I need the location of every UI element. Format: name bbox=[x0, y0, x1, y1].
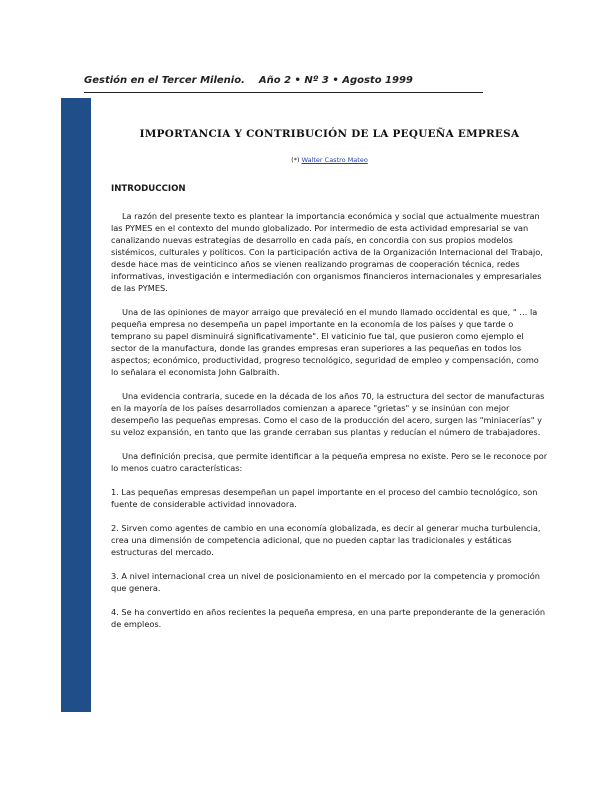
section-heading: INTRODUCCION bbox=[111, 184, 186, 194]
list-item: 2. Sirven como agentes de cambio en una economía globalizada, es decir al generar mucha turbulencia, crea una dimensión de competencia adicional, que no pueden captar las tradicionales y estáticas estructuras del mercado. bbox=[111, 523, 541, 557]
list-item: 1. Las pequeñas empresas desempeñan un papel importante en el proceso del cambio tecnológico, son fuente de considerable actividad innovadora. bbox=[111, 487, 538, 509]
paragraph: Una definición precisa, que permite identificar a la pequeña empresa no existe. Pero se le reconoce por lo menos cuatro características: bbox=[111, 451, 548, 473]
paragraph: Una evidencia contraria, sucede en la década de los años 70, la estructura del sector de manufacturas en la mayoría de los países desarrollados comienzan a aparece "grietas" y se insinúan con mejor desempeño las pequeñas empresas. Como el caso de la producción del acero, surgen las "miniacerías" y su veloz expansión, en tanto que las grande cerraban sus plantas y reducían el número de trabajadores. bbox=[111, 391, 545, 437]
header-rule bbox=[84, 92, 483, 93]
paragraph: Una de las opiniones de mayor arraigo que prevaleció en el mundo llamado occidental es que, " … la pequeña empresa no desempeña un papel importante en la economía de los países y que tarde o temprano su papel disminuirá significativamente". El vaticinio fue tal, que pusieron como ejemplo el sector de la manufactura, donde las grandes empresas eran superiores a las pequeñas en todos los aspectos; económico, productividad, progreso tecnológico, seguridad de empleo y compensación, como lo señalara el economista John Galbraith. bbox=[111, 307, 539, 377]
page-header bbox=[84, 75, 484, 86]
author-line bbox=[111, 154, 548, 166]
article-title: IMPORTANCIA Y CONTRIBUCIÓN DE LA PEQUEÑA EMPRESA bbox=[139, 128, 520, 140]
decorative-side-bar bbox=[61, 98, 91, 712]
article-body bbox=[111, 128, 548, 642]
author-prefix: (*) bbox=[291, 156, 300, 164]
author-link[interactable]: Walter Castro Mateo bbox=[301, 156, 368, 164]
issue-info: Año 2 • Nº 3 • Agosto 1999 bbox=[258, 75, 413, 86]
paragraph: La razón del presente texto es plantear la importancia económica y social que actualmente muestran las PYMES en el contexto del mundo globalizado. Por intermedio de esta actividad empresarial se van canalizando nuevas estrategias de desarrollo en cada país, en concordia con sus propios modelos sistémicos, culturales y políticos. Con la participación activa de la Organización Internacional del Trabajo, desde hace mas de veinticinco años se vienen realizando programas de cooperación técnica, redes informativas, investigación e intermediación con organismos financieros internacionales y empresariales de las PYMES. bbox=[111, 211, 543, 293]
publication-title: Gestión en el Tercer Milenio. bbox=[84, 75, 245, 86]
list-item: 3. A nivel internacional crea un nivel de posicionamiento en el mercado por la competencia y promoción que genera. bbox=[111, 571, 540, 593]
list-item: 4. Se ha convertido en años recientes la pequeña empresa, en una parte preponderante de la generación de empleos. bbox=[111, 607, 546, 629]
